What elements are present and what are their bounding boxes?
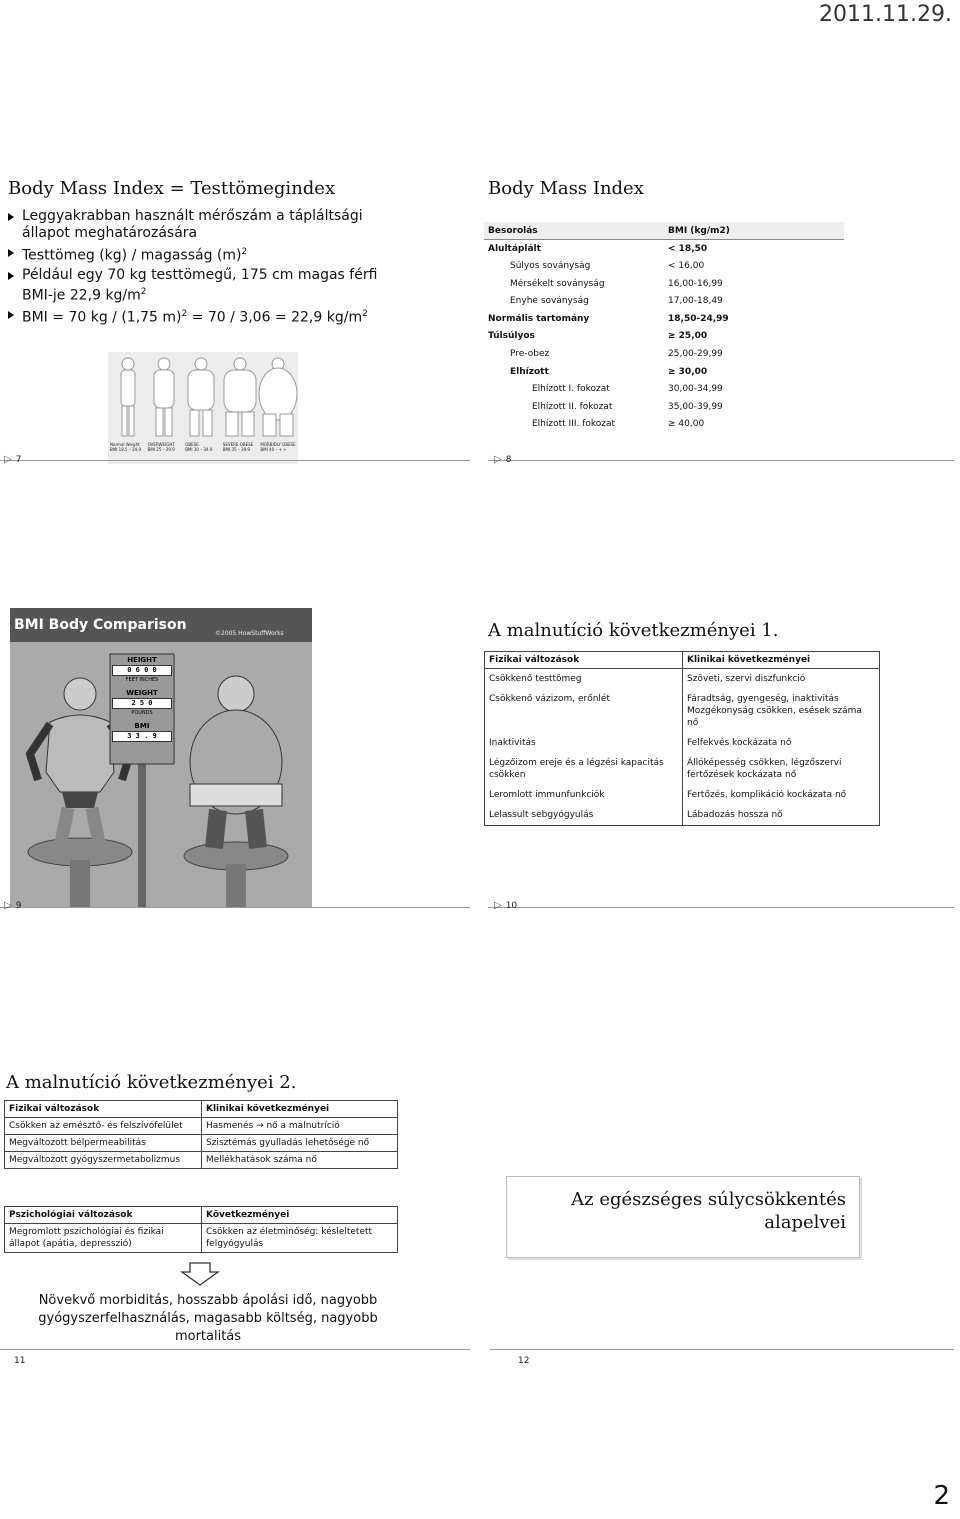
slide-number: 8 <box>505 454 512 465</box>
consequence-cell: Fáradtság, gyengeség, inaktivitás Mozgékonyság csökken, esések száma nő <box>683 689 880 733</box>
image-copyright: ©2005 HowStuffWorks <box>215 630 284 637</box>
slide-footer <box>494 454 511 465</box>
table-row <box>5 1152 398 1169</box>
footer-divider <box>0 907 470 908</box>
bullet-item: Leggyakrabban használt mérőszám a tápláltsági állapot meghatározására <box>6 208 396 242</box>
consequence-cell: Hasmenés → nő a malnutríció <box>202 1118 398 1135</box>
table-row <box>485 733 880 753</box>
consequence-cell: Szöveti, szervi diszfunkció <box>683 669 880 690</box>
consequence-cell: Csökken az életminőség: késleltetett felgyógyulás <box>202 1224 398 1253</box>
triangle-icon: ▷ <box>494 454 502 465</box>
value-cell: 17,00-18,49 <box>668 296 723 307</box>
footer-divider <box>488 460 954 461</box>
change-cell: Csökkenő vázizom, erőnlét <box>485 689 683 733</box>
value-cell: < 18,50 <box>668 243 708 254</box>
category-cell: Elhízott II. fokozat <box>532 401 613 412</box>
slide-12 <box>480 1060 960 1370</box>
slide-title: Body Mass Index = Testtömegindex <box>8 178 336 199</box>
table-row <box>484 275 844 293</box>
value-cell: 30,00-34,99 <box>668 384 723 395</box>
figure-caption: SEVERE OBESE BMI 35 – 39.9 <box>222 442 254 452</box>
banner-title: BMI Body Comparison <box>14 617 187 633</box>
weight-readout: 2 5 0 <box>112 698 172 709</box>
table-row <box>485 753 880 785</box>
value-cell: ≥ 40,00 <box>668 419 705 430</box>
category-cell: Elhízott III. fokozat <box>532 419 616 430</box>
table-row <box>484 416 844 434</box>
consequence-cell: Lábadozás hossza nő <box>683 805 880 826</box>
bmi-table <box>484 222 844 433</box>
footer-divider <box>490 1349 954 1350</box>
header-cell: Klinikai következményei <box>683 652 880 669</box>
header-cell: Klinikai következményei <box>202 1101 398 1118</box>
bullet-list <box>6 208 396 329</box>
value-cell: 18,50-24,99 <box>668 313 729 324</box>
figure-caption: OVERWEIGHT BMI 25 – 29.9 <box>147 442 175 452</box>
consequence-cell: Felfekvés kockázata nő <box>683 733 880 753</box>
value-cell: 25,00-29,99 <box>668 348 723 359</box>
category-cell: Normális tartomány <box>488 313 590 324</box>
change-cell: Megváltozott bélpermeabilitás <box>5 1135 202 1152</box>
slide-number: 12 <box>518 1356 530 1366</box>
malnutrition-rows <box>485 669 880 826</box>
footer-divider <box>0 1349 470 1350</box>
conclusion-text: Növekvő morbiditás, hosszabb ápolási idő, nagyobb gyógyszerfelhasználás, magasabb költség, nagyobb mortalitás <box>38 1293 378 1344</box>
slide-title: Body Mass Index <box>488 178 644 199</box>
slide-title: Az egészséges súlycsökkentés alapelvei <box>571 1189 846 1233</box>
header-cell: Fizikai változások <box>5 1101 202 1118</box>
slide-8 <box>480 170 960 470</box>
bullet-item: Például egy 70 kg testtömegű, 175 cm magas férfi BMI-je 22,9 $kg/m^2$ <box>6 267 396 305</box>
category-cell: Mérsékelt soványság <box>510 278 605 289</box>
table-header-row <box>484 222 844 240</box>
slide-number: 9 <box>15 900 22 911</box>
silhouettes-svg <box>108 352 298 438</box>
change-cell: Csökken az emésztő- és felszívófelület <box>5 1118 202 1135</box>
figure-caption: Normal Weight BMI 18.5 – 24.9 <box>110 442 142 452</box>
category-cell: Elhízott <box>510 366 549 377</box>
slide-footer <box>518 1348 529 1367</box>
change-cell: Inaktivitás <box>485 733 683 753</box>
value-cell: ≥ 30,00 <box>668 366 708 377</box>
category-cell: Pre-obez <box>510 348 550 359</box>
table-row <box>5 1135 398 1152</box>
table-row <box>484 310 844 328</box>
slide-number: 10 <box>505 900 518 911</box>
change-cell: Megváltozott gyógyszermetabolizmus <box>5 1152 202 1169</box>
slide-footer <box>14 1348 25 1367</box>
category-cell: Enyhe soványság <box>510 296 589 307</box>
slide-footer <box>4 900 21 911</box>
malnutrition-rows <box>5 1118 398 1169</box>
consequence-cell: Mellékhatások száma nő <box>202 1152 398 1169</box>
triangle-icon: ▷ <box>494 900 502 911</box>
consequence-cell: Fertőzés, komplikáció kockázata nő <box>683 785 880 805</box>
category-cell: Alultáplált <box>488 243 541 254</box>
bmi-readout: 3 3 . 9 <box>112 731 172 742</box>
slide-7 <box>0 170 480 470</box>
slide-title: A malnutíció következményei 1. <box>488 620 779 641</box>
consequence-cell: Állóképesség csökken, légzőszervi fertőzések kockázata nő <box>683 753 880 785</box>
triangle-icon: ▷ <box>4 454 12 465</box>
table-row <box>485 669 880 690</box>
table-header-row <box>5 1101 398 1118</box>
bmi-comparison-image <box>10 608 312 908</box>
slide-9 <box>0 600 480 920</box>
table-row <box>5 1224 398 1253</box>
slide-title: A malnutíció következményei 2. <box>6 1072 297 1093</box>
value-cell: ≥ 25,00 <box>668 331 708 342</box>
table-row <box>484 398 844 416</box>
table-row <box>485 805 880 826</box>
psychological-table <box>4 1206 398 1253</box>
table-row <box>5 1118 398 1135</box>
consequence-cell: Szisztémás gyulladás lehetősége nő <box>202 1135 398 1152</box>
change-cell: Légzőizom ereje és a légzési kapacitás csökken <box>485 753 683 785</box>
document-date: 2011.11.29. <box>819 2 952 27</box>
slide-number: 7 <box>15 454 22 465</box>
table-row <box>484 240 844 258</box>
change-cell: Csökkenő testtömeg <box>485 669 683 690</box>
height-readout: 0 6 0 0 <box>112 665 172 676</box>
change-cell: Megromlott pszichológiai és fizikai állapot (apátia, depresszió) <box>5 1224 202 1253</box>
table-row <box>484 257 844 275</box>
table-row <box>484 328 844 346</box>
bullet-item: BMI = 70 kg / (1,75 m)$^2$ = 70 / 3,06 = 22,9 $kg/m^2$ <box>6 306 396 327</box>
bullet-item: Testtömeg (kg) / magasság $(m)^2$ <box>6 244 396 265</box>
value-cell: 35,00-39,99 <box>668 401 723 412</box>
slide-10 <box>480 600 960 920</box>
header-cell: Pszichológiai változások <box>5 1207 202 1224</box>
table-row <box>484 363 844 381</box>
footer-divider <box>0 460 470 461</box>
change-cell: Lelassult sebgyógyulás <box>485 805 683 826</box>
bmi-rows <box>484 240 844 434</box>
value-cell: 16,00-16,99 <box>668 278 723 289</box>
value-cell: < 16,00 <box>668 260 705 271</box>
table-row <box>484 345 844 363</box>
header-cell: Fizikai változások <box>485 652 683 669</box>
category-cell: Túlsúlyos <box>488 331 535 342</box>
table-row <box>484 380 844 398</box>
figure-caption: OBESE BMI 30 – 34.9 <box>185 442 213 452</box>
scale-display: HEIGHT 0 6 0 0 FEET INCHES WEIGHT 2 5 0 POUNDS BMI 3 3 . 9 <box>112 656 172 742</box>
table-header-row <box>485 652 880 669</box>
down-arrow-icon <box>180 1262 220 1286</box>
malnutrition-table-1 <box>484 651 880 826</box>
slide-number: 11 <box>14 1356 26 1366</box>
figure-caption: MORBIDLY OBESE BMI 40 – + + <box>260 442 296 452</box>
slide-footer <box>4 454 21 465</box>
table-row <box>485 689 880 733</box>
header-cell: Következményei <box>202 1207 398 1224</box>
triangle-icon: ▷ <box>4 900 12 911</box>
change-cell: Leromlott immunfunkciók <box>485 785 683 805</box>
malnutrition-table-2 <box>4 1100 398 1169</box>
header-cell: BMI (kg/m2) <box>664 222 844 240</box>
table-row <box>484 292 844 310</box>
category-cell: Súlyos soványság <box>510 260 591 271</box>
header-cell: Besorolás <box>484 222 664 240</box>
table-row <box>485 785 880 805</box>
table-header-row <box>5 1207 398 1224</box>
footer-divider <box>488 907 954 908</box>
slide-11 <box>0 1060 480 1370</box>
psychological-rows <box>5 1224 398 1253</box>
slide-footer <box>494 900 517 911</box>
body-silhouettes-figure <box>108 352 298 464</box>
page-number: 2 <box>933 1481 950 1511</box>
category-cell: Elhízott I. fokozat <box>532 384 610 395</box>
